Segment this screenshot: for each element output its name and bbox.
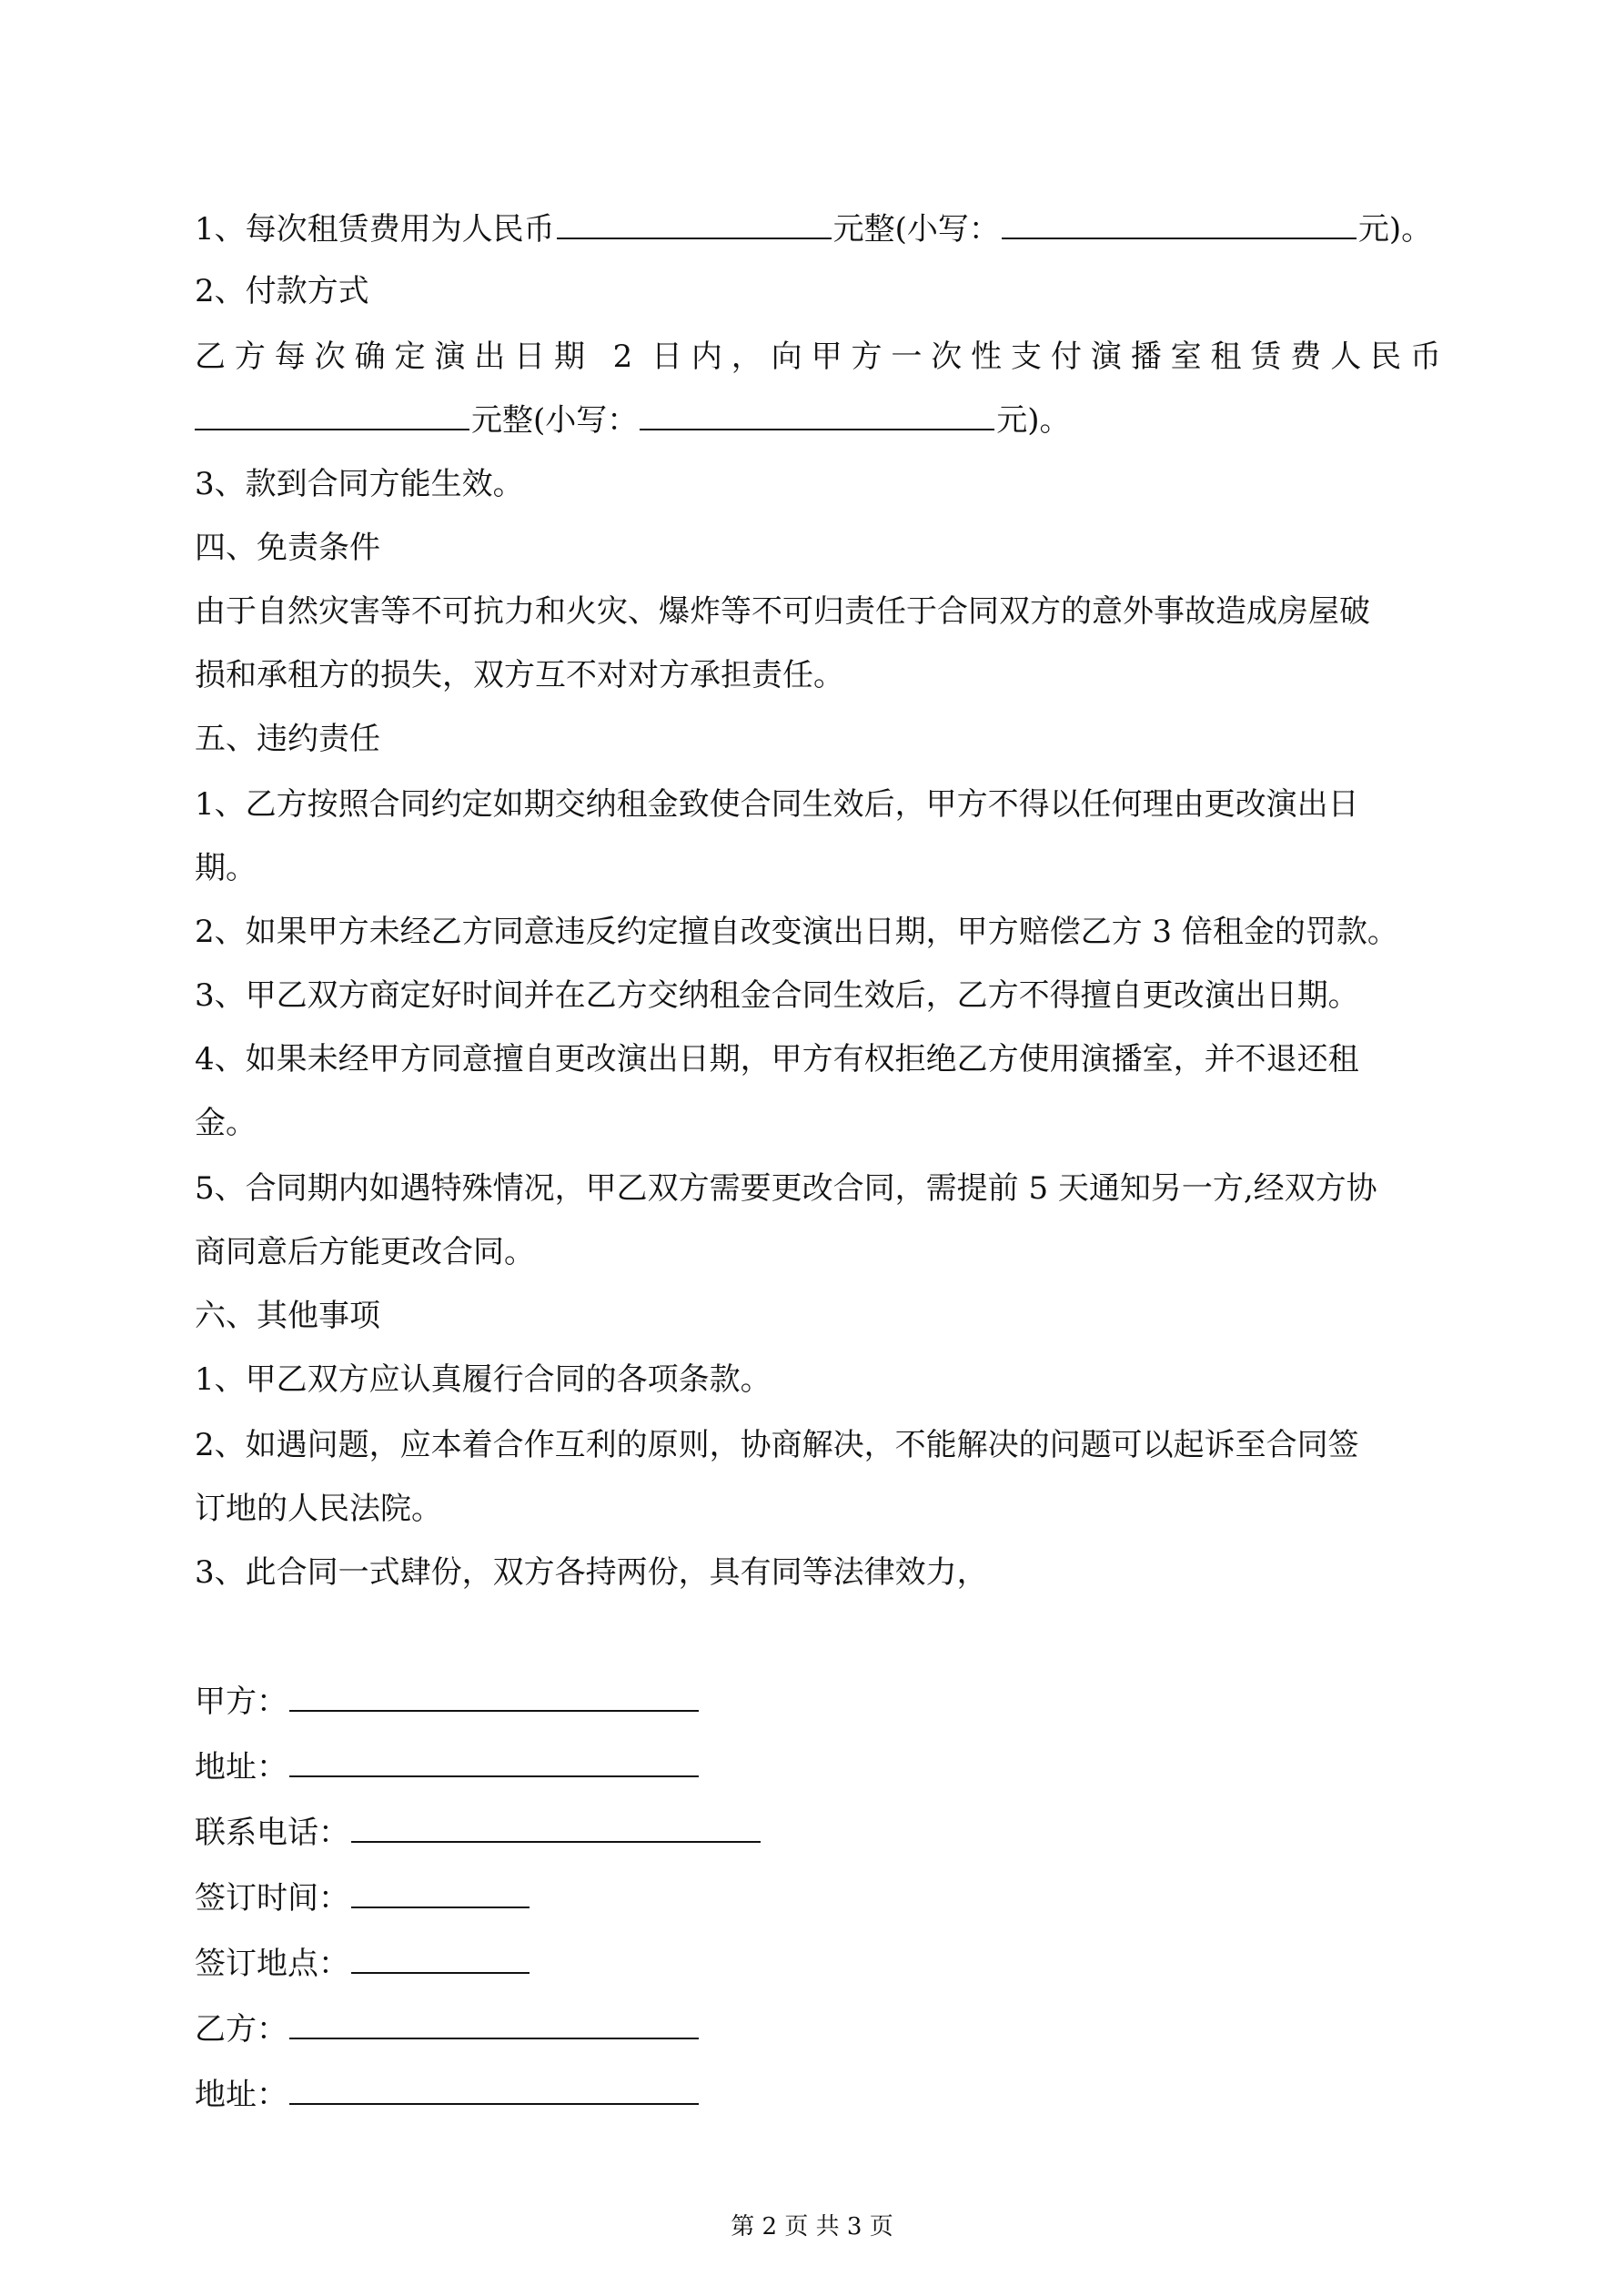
party-a-label: 甲方： [195,1684,287,1720]
exemption-text-1: 由于自然灾害等不可抗力和火灾、爆炸等不可归责任于合同双方的意外事故造成房屋破 [195,593,1370,630]
page-number: 第 2 页 共 3 页 [731,2213,893,2240]
rent-amount-blank [557,212,832,239]
phone-blank [351,1816,761,1843]
address-a-label: 地址： [195,1749,287,1785]
address-b-field [195,2077,701,2113]
other-2-a: 2、如遇问题，应本着合作互利的原则，协商解决，不能解决的问题可以起诉至合同签 [195,1427,1359,1463]
payment-text-line: 乙方每次确定演出日期 2 日内，向甲方一次性支付演播室租赁费人民币 [195,339,1441,375]
sign-place-label: 签订地点： [195,1946,349,1982]
phone-label: 联系电话： [195,1815,349,1851]
liability-1-a: 1、乙方按照合同约定如期交纳租金致使合同生效后，甲方不得以任何理由更改演出日 [195,786,1359,823]
rent-fee-text: 1、每次租赁费用为人民币 [195,211,555,248]
liability-4-a: 4、如果未经甲方同意擅自更改演出日期，甲方有权拒绝乙方使用演播室，并不退还租 [195,1041,1359,1077]
liability-3: 3、甲乙双方商定好时间并在乙方交纳租金合同生效后，乙方不得擅自更改演出日期。 [195,977,1359,1014]
sign-time-blank [351,1881,530,1908]
payment-lowercase-text: 元整(小写： [471,402,639,439]
address-b-blank [289,2078,699,2105]
party-a-field [195,1684,701,1720]
sign-place-blank [351,1947,530,1974]
clause-3-effect: 3、款到合同方能生效。 [195,466,524,502]
exemption-text-2: 损和承租方的损失，双方互不对对方承担责任。 [195,657,844,693]
payment-amount-blank [195,403,469,430]
rent-fee-line [195,211,1432,248]
sign-time-field [195,1880,531,1917]
liability-5-a: 5、合同期内如遇特殊情况，甲乙双方需要更改合同，需提前 5 天通知另一方,经双方协 [195,1170,1377,1207]
address-a-field [195,1749,701,1785]
liability-4-b: 金。 [195,1105,257,1141]
other-3: 3、此合同一式肆份，双方各持两份，具有同等法律效力， [195,1554,988,1591]
section-liability-heading: 五、违约责任 [195,721,380,757]
party-b-label: 乙方： [195,2011,287,2048]
other-1: 1、甲乙双方应认真履行合同的各项条款。 [195,1361,772,1398]
sign-place-field [195,1946,531,1982]
rent-fee-lowercase-text: 元整(小写： [832,211,1000,248]
party-a-blank [289,1684,699,1712]
rent-amount-lowercase-blank [1002,212,1357,239]
payment-amount-line [195,402,1071,439]
liability-2: 2、如果甲方未经乙方同意违反约定擅自改变演出日期，甲方赔偿乙方 3 倍租金的罚款。 [195,914,1398,950]
payment-end-text: 元)。 [996,402,1071,439]
section-other-heading: 六、其他事项 [195,1298,380,1334]
rent-fee-end-text: 元)。 [1357,211,1433,248]
address-b-label: 地址： [195,2077,287,2113]
party-b-field [195,2011,701,2048]
payment-lowercase-blank [640,403,994,430]
phone-field [195,1815,762,1851]
sign-time-label: 签订时间： [195,1880,349,1917]
section-exemption-heading: 四、免责条件 [195,530,380,566]
address-a-blank [289,1750,699,1777]
party-b-blank [289,2012,699,2039]
other-2-b: 订地的人民法院。 [195,1491,442,1527]
liability-1-b: 期。 [195,850,257,886]
payment-heading: 2、付款方式 [195,273,369,309]
liability-5-b: 商同意后方能更改合同。 [195,1234,535,1270]
